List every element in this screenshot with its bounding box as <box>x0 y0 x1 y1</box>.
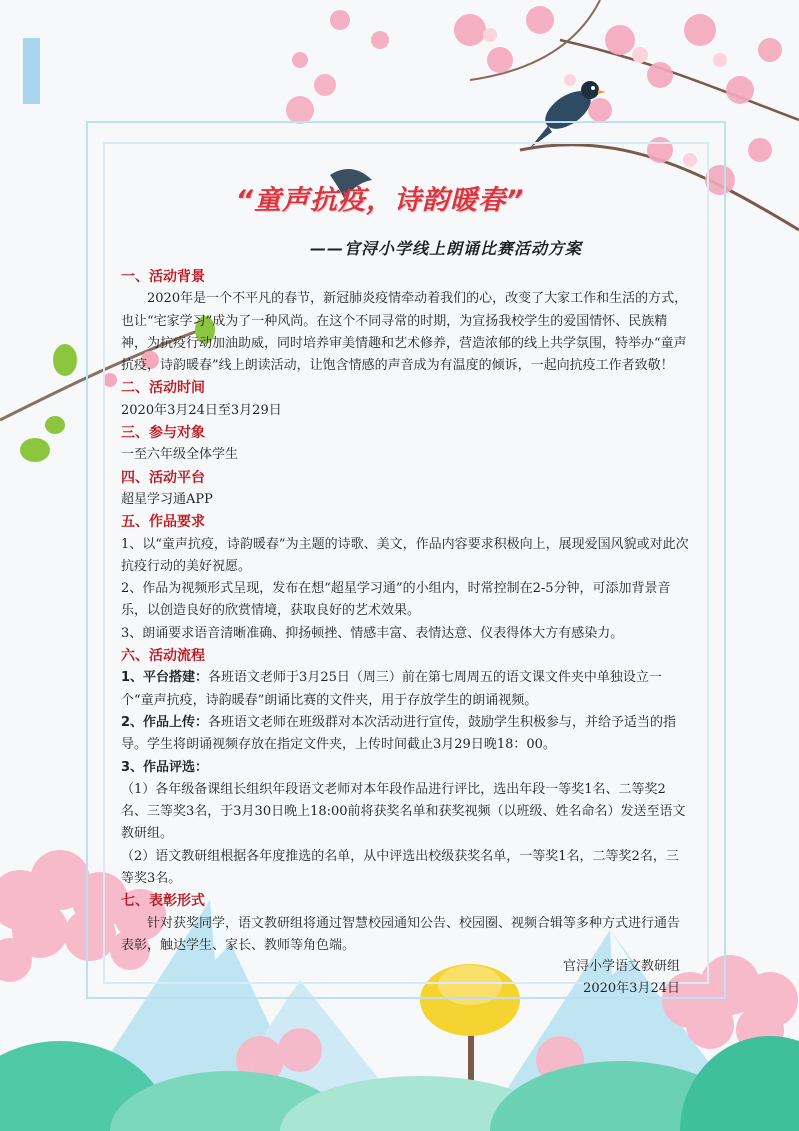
process-step-2 <box>121 712 689 757</box>
process-step-3-item: （2）语文教研组根据各年度推选的名单，从中评选出校级获奖名单，一等奖1名，二等奖2名，三等奖3名。 <box>121 848 679 887</box>
process-step-1 <box>121 667 689 712</box>
signature-date: 2020年3月24日 <box>583 981 680 996</box>
process-step-2-label: 2、作品上传： <box>121 714 209 730</box>
section-heading-platform: 四、活动平台 <box>121 469 205 486</box>
section-heading-background: 一、活动背景 <box>121 269 205 285</box>
signature-org: 官浔小学语文教研组 <box>562 959 680 974</box>
process-step-3-item: （1）各年级备课组长组织年段语文老师对本年段作品进行评比，选出年段一等奖1名、二等奖2名、三等奖3名，于3月30日晚上18:00前将获奖名单和获奖视频（以班级、姓名命名）发送至语文教研组。 <box>121 781 686 842</box>
time-paragraph: 2020年3月24日至3月29日 <box>121 402 282 418</box>
commendation-paragraph: 针对获奖同学，语文教研组将通过智慧校园通知公告、校园圈、视频合辑等多种方式进行通告表彰，触达学生、家长、教师等角色端。 <box>121 915 681 953</box>
process-step-2-text: 各班语文老师在班级群对本次活动进行宣传，鼓励学生积极参与，并给予适当的指导。学生将朗诵视频存放在指定文件夹，上传时间截止3月29日晚18：00。 <box>121 714 677 753</box>
process-step-1-label: 1、平台搭建： <box>121 670 209 686</box>
section-heading-commendation: 七、表彰形式 <box>121 893 205 910</box>
signature-block <box>480 956 680 1000</box>
background-paragraph: 2020年是一个不平凡的春节，新冠肺炎疫情牵动着我们的心，改变了大家工作和生活的方式，也让“宅家学习”成为了一种风尚。在这个不同寻常的时期，为宣扬我校学生的爱国情怀、民族精神，为抗疫行动加油助威，同时培养审美情趣和艺术修养，营造浓郁的线上共学氛围，特举办“童声抗疫，诗韵暖春”线上朗读活动，让饱含情感的声音成为有温度的倾诉，一起向抗疫工作者致敬！ <box>121 291 688 374</box>
process-step-1-text: 各班语文老师于3月25日（周三）前在第七周周五的语文课文件夹中单独设立一个“童声抗疫，诗韵暖春”朗诵比赛的文件夹，用于存放学生的朗诵视频。 <box>121 670 662 708</box>
corner-accent-bar <box>23 38 40 104</box>
section-heading-process: 六、活动流程 <box>121 648 205 665</box>
requirement-item: 3、朗诵要求语音清晰准确、抑扬顿挫、情感丰富、表情达意、仪表得体大方有感染力。 <box>121 625 624 641</box>
section-heading-requirements: 五、作品要求 <box>121 514 205 531</box>
requirement-item: 1、以“童声抗疫，诗韵暖春”为主题的诗歌、美文，作品内容要求积极向上，展现爱国风貌或对此次抗疫行动的美好祝愿。 <box>121 536 689 574</box>
page-subtitle: ——官浔小学线上朗诵比赛活动方案 <box>310 239 583 258</box>
platform-paragraph: 超星学习通APP <box>121 491 213 507</box>
participants-paragraph: 一至六年级全体学生 <box>121 447 239 463</box>
process-step-3-label: 3、作品评选： <box>121 759 209 775</box>
section-heading-time: 二、活动时间 <box>121 380 205 397</box>
page-title: “童声抗疫，诗韵暖春” <box>235 185 525 216</box>
document-body <box>121 266 689 957</box>
section-heading-participants: 三、参与对象 <box>121 425 205 442</box>
requirement-item: 2、作品为视频形式呈现，发布在想“超星学习通”的小组内，时常控制在2-5分钟，可添加背景音乐，以创造良好的欣赏情境，获取良好的艺术效果。 <box>121 581 671 619</box>
